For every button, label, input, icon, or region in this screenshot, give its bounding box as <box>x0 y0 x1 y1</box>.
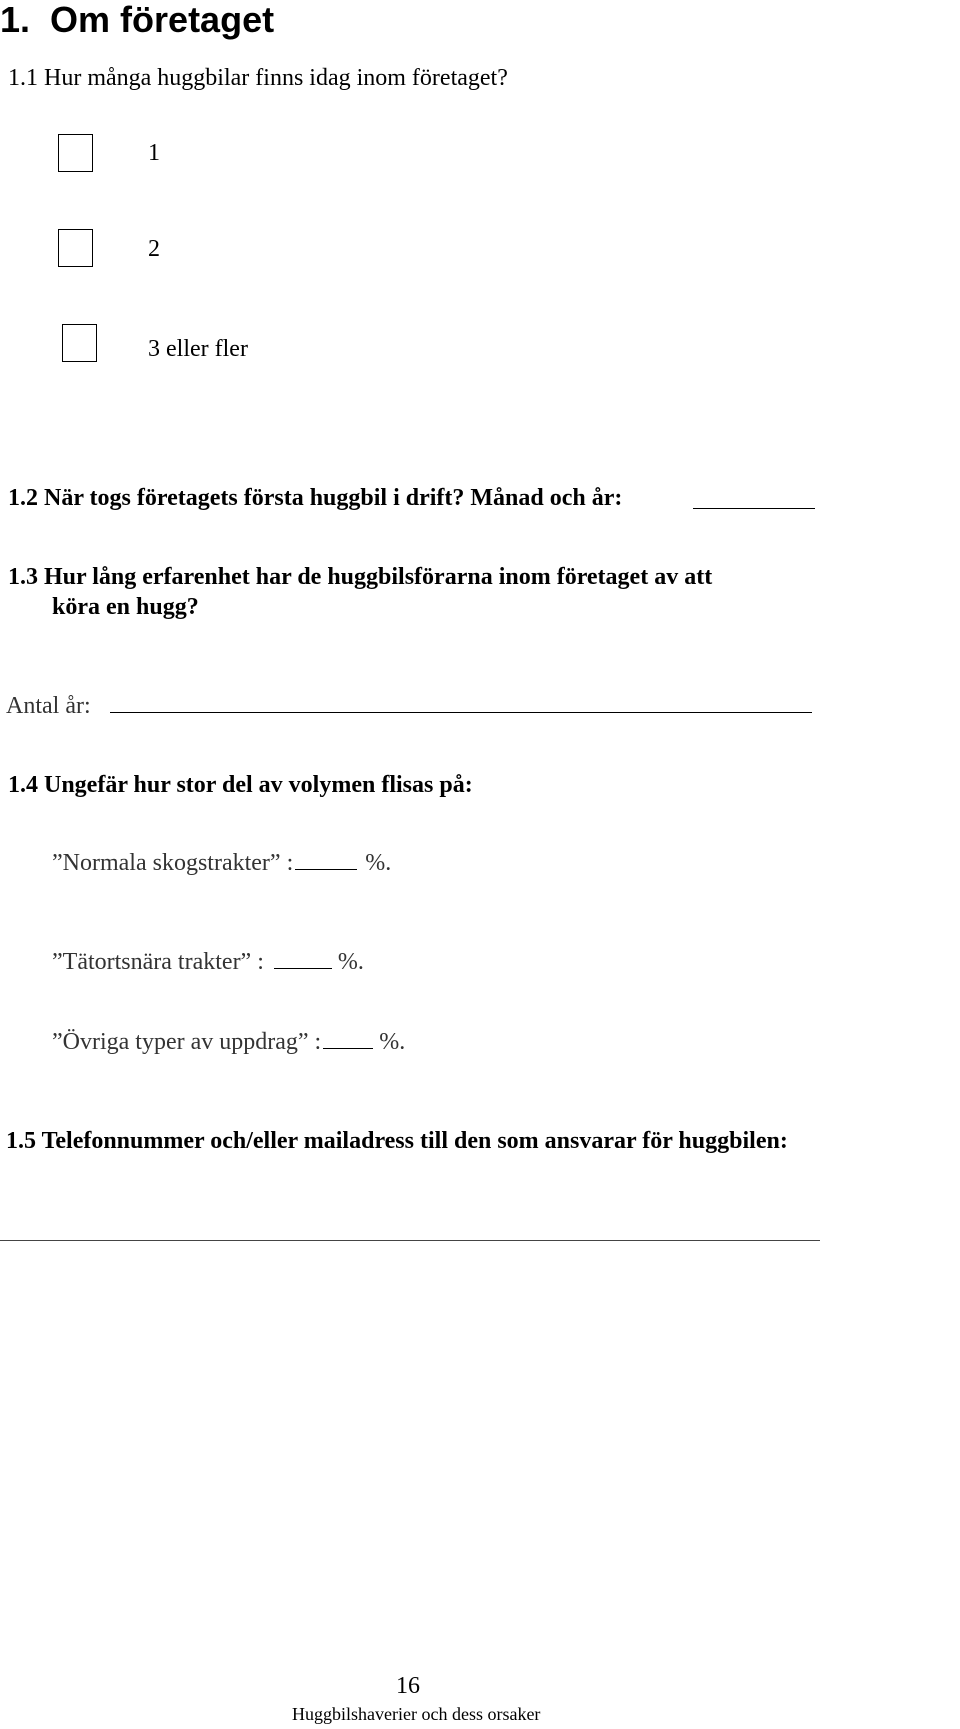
ovriga-label: ”Övriga typer av uppdrag” : <box>52 1029 322 1055</box>
years-label: Antal år: <box>6 693 91 719</box>
question-1-2: 1.2 När togs företagets första huggbil i drift? Månad och år: <box>8 485 623 511</box>
option-1-label: 1 <box>148 140 160 166</box>
footer-doc-title: Huggbilshaverier och dess orsaker <box>292 1704 541 1724</box>
question-1-1: 1.1 Hur många huggbilar finns idag inom företaget? <box>8 65 508 91</box>
normala-row <box>52 848 391 878</box>
normala-suffix: %. <box>365 850 392 876</box>
question-1-3-line1: 1.3 Hur lång erfarenhet har de huggbilsförarna inom företaget av att <box>8 564 713 590</box>
question-1-3-line2: köra en hugg? <box>52 594 199 620</box>
ovriga-suffix: %. <box>379 1029 406 1055</box>
ovriga-row <box>52 1027 405 1057</box>
start-date-answer-line[interactable] <box>693 508 815 509</box>
normala-blank[interactable] <box>295 868 357 870</box>
page-heading <box>0 0 274 40</box>
option-2-label: 2 <box>148 236 160 262</box>
tatort-blank[interactable] <box>274 967 332 969</box>
option-3-checkbox[interactable] <box>62 324 97 362</box>
option-2-checkbox[interactable] <box>58 229 93 267</box>
question-1-5: 1.5 Telefonnummer och/eller mailadress till den som ansvarar för huggbilen: <box>6 1128 788 1154</box>
question-1-4: 1.4 Ungefär hur stor del av volymen flisas på: <box>8 772 473 798</box>
tatort-suffix: %. <box>337 949 364 975</box>
option-3-label: 3 eller fler <box>148 336 248 362</box>
contact-answer-line[interactable] <box>0 1240 820 1241</box>
tatort-label: ”Tätortsnära trakter” : <box>52 949 264 975</box>
heading-number: 1. <box>0 0 31 40</box>
tatort-row <box>52 947 364 977</box>
normala-label: ”Normala skogstrakter” : <box>52 850 294 876</box>
years-answer-line[interactable] <box>110 712 812 713</box>
ovriga-blank[interactable] <box>323 1047 373 1049</box>
page-number: 16 <box>396 1673 420 1699</box>
heading-title: Om företaget <box>50 0 275 40</box>
option-1-checkbox[interactable] <box>58 134 93 172</box>
